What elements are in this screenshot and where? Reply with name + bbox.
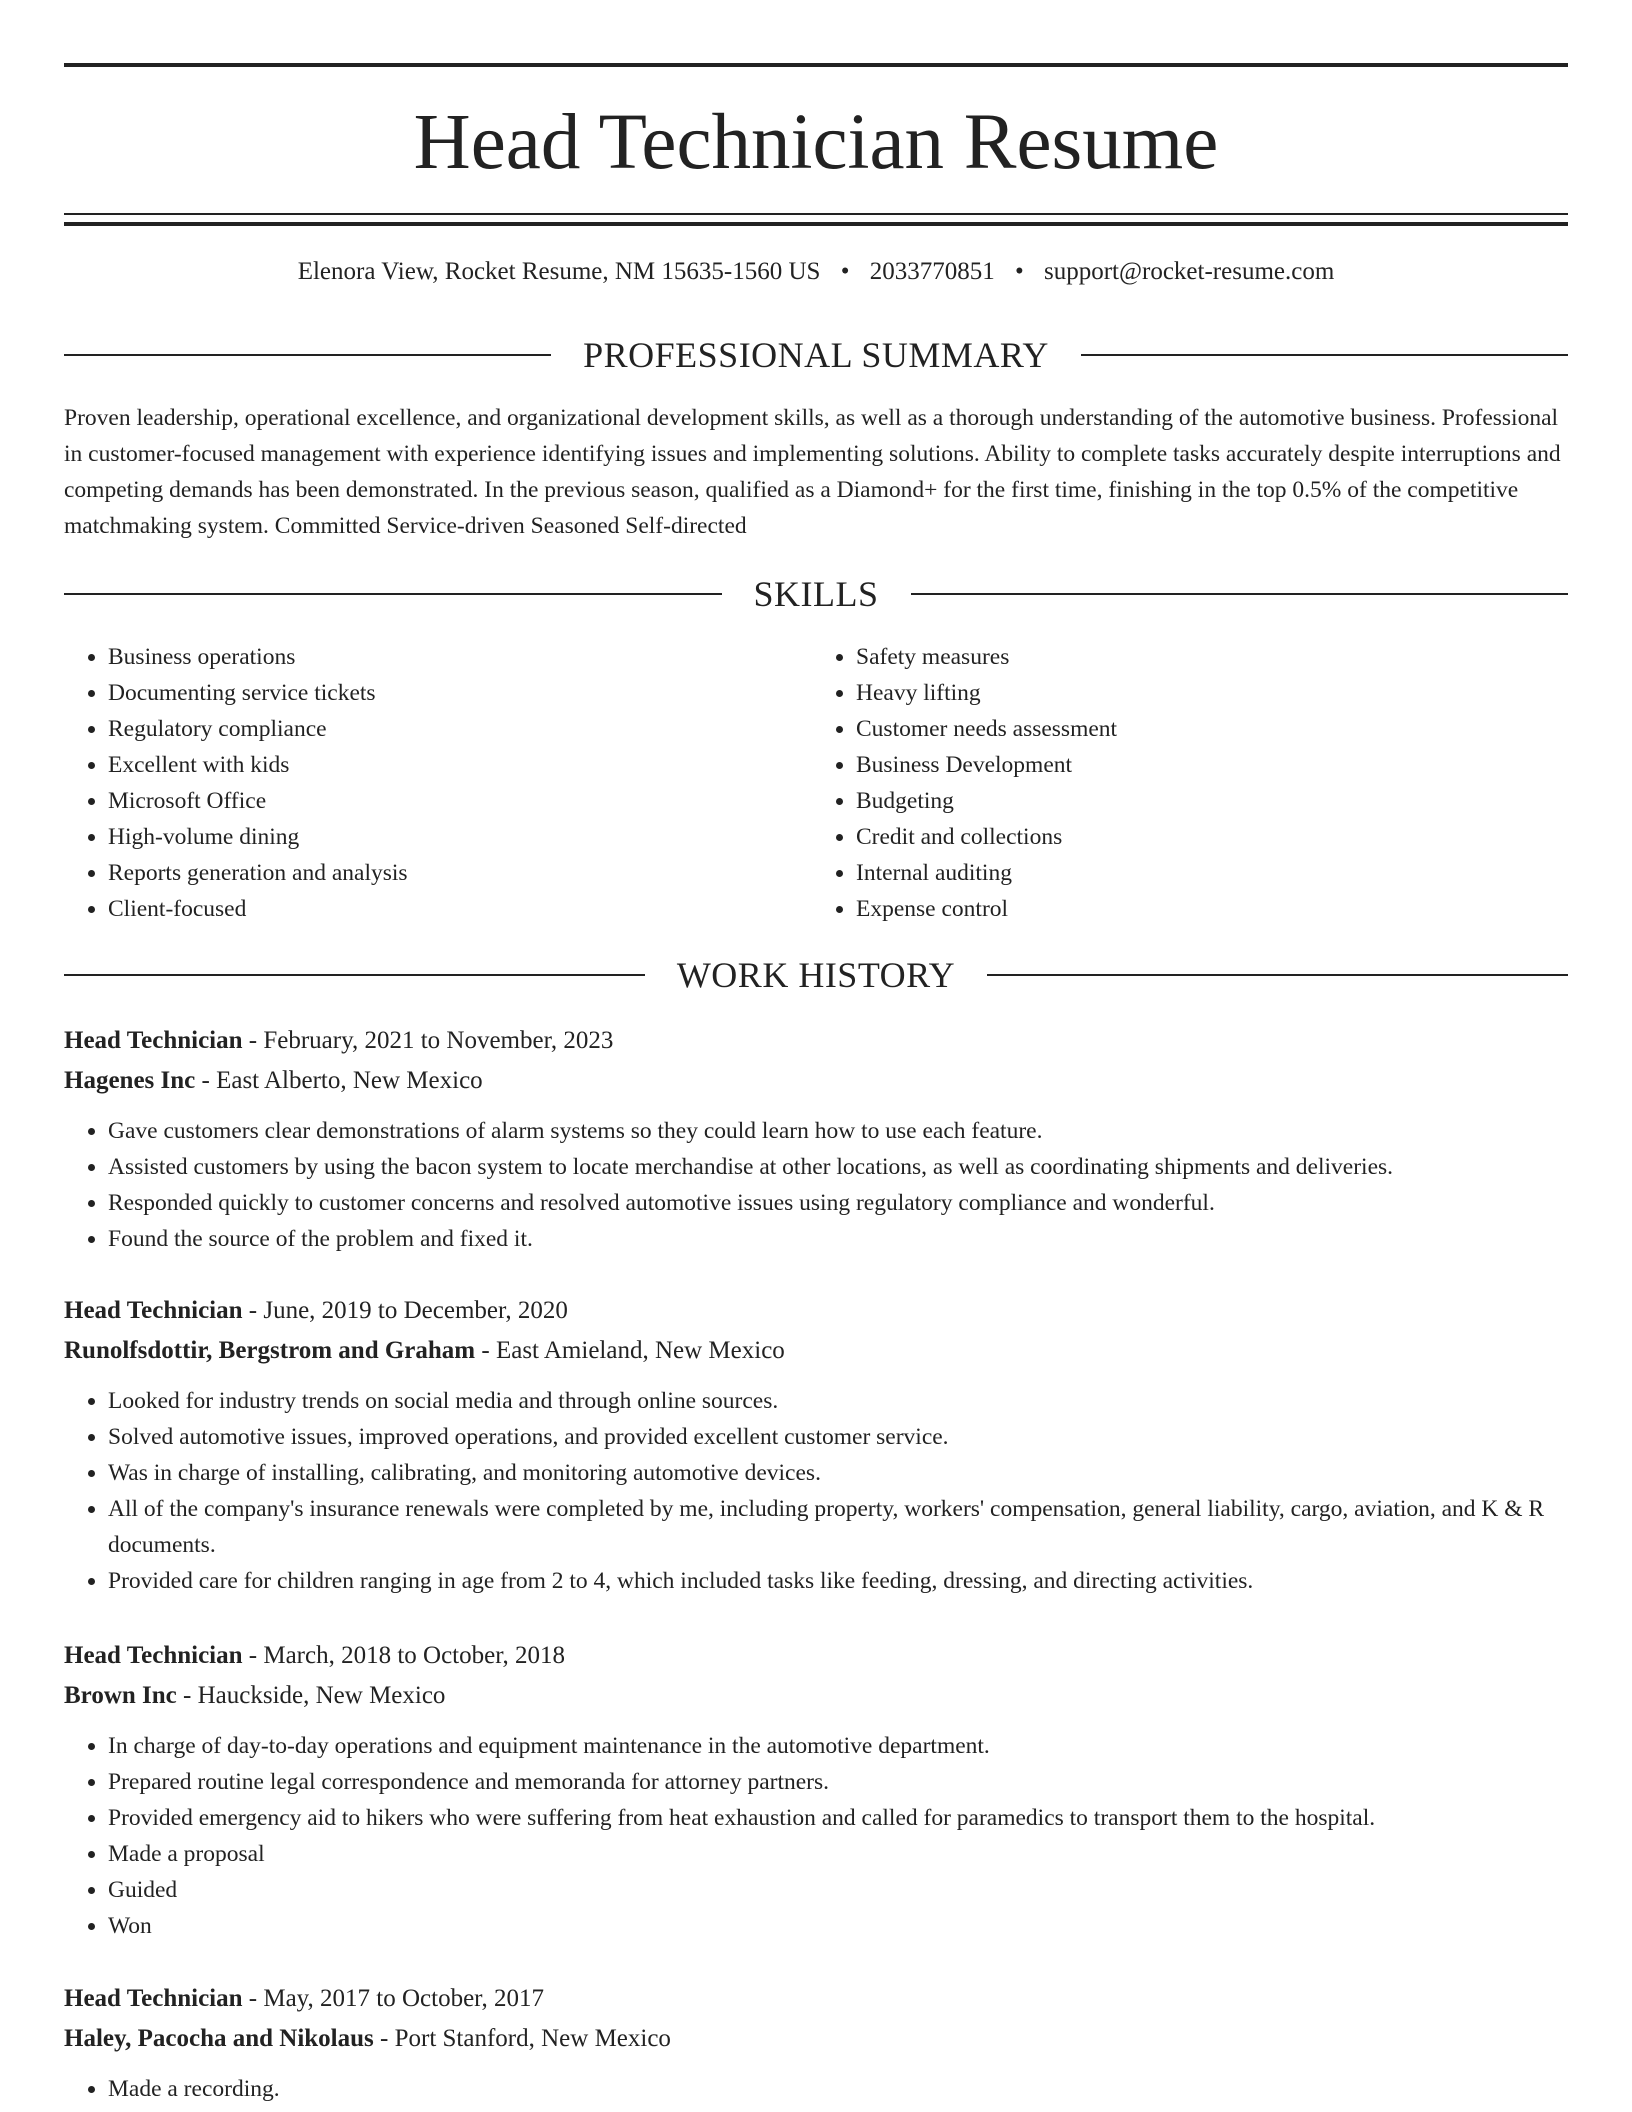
skill-item: • High-volume dining <box>108 819 806 855</box>
skill-item: • Client-focused <box>108 891 806 927</box>
job-role: Head Technician <box>64 1297 243 1324</box>
job-bullets <box>64 1728 1568 1944</box>
skill-item: • Credit and collections <box>856 819 1554 855</box>
job-bullet: • Made a proposal <box>108 1836 1568 1872</box>
title-block <box>64 63 1568 226</box>
job-title-line <box>64 1979 1568 2019</box>
job-bullet: • Provided emergency aid to hikers who were suffering from heat exhaustion and called for paramedics to transport them to the hospital. <box>108 1800 1568 1836</box>
job-title-line <box>64 1636 1568 1676</box>
work-heading-label: WORK HISTORY <box>676 955 956 995</box>
title-rule-thick <box>64 222 1568 226</box>
skill-item: • Customer needs assessment <box>856 711 1554 747</box>
contact-address: Elenora View, Rocket Resume, NM 15635-1560 US <box>297 258 821 285</box>
skill-item: • Internal auditing <box>856 855 1554 891</box>
job-bullet: • Gave customers clear demonstrations of alarm systems so they could learn how to use each feature. <box>108 1113 1568 1149</box>
job-bullet: • Solved automotive issues, improved operations, and provided excellent customer service. <box>108 1419 1568 1455</box>
job-location: - Port Stanford, New Mexico <box>373 2025 671 2052</box>
job-company-line <box>64 1676 1568 1716</box>
heading-rule-right <box>1081 354 1568 356</box>
job-title-line <box>64 1291 1568 1331</box>
top-rule <box>64 63 1568 67</box>
job-dates: - May, 2017 to October, 2017 <box>242 1985 545 2012</box>
job-title-line <box>64 1021 1568 1061</box>
job-dates: - March, 2018 to October, 2018 <box>242 1642 566 1669</box>
skill-item: • Business operations <box>108 639 806 675</box>
heading-rule-right <box>911 593 1569 595</box>
job-bullets <box>64 1383 1568 1599</box>
summary-heading <box>64 333 1568 377</box>
skill-item: • Reports generation and analysis <box>108 855 806 891</box>
job-bullet: • Provided care for children ranging in age from 2 to 4, which included tasks like feeding, dressing, and directing activities. <box>108 1563 1568 1599</box>
job-bullet: • Looked for industry trends on social media and through online sources. <box>108 1383 1568 1419</box>
summary-heading-label: PROFESSIONAL SUMMARY <box>583 335 1049 375</box>
job-bullet: • All of the company's insurance renewals were completed by me, including property, workers' compensation, general liability, cargo, aviation, and K & R documents. <box>108 1491 1568 1563</box>
contact-phone: 2033770851 <box>869 258 995 285</box>
job-company-line <box>64 2019 1568 2059</box>
job-company-line <box>64 1331 1568 1371</box>
heading-rule-right <box>987 974 1568 976</box>
job-role: Head Technician <box>64 1027 243 1054</box>
job-company: Hagenes Inc <box>64 1067 196 1094</box>
skill-item: • Microsoft Office <box>108 783 806 819</box>
contact-email: support@rocket-resume.com <box>1043 258 1335 285</box>
heading-rule-left <box>64 593 722 595</box>
skill-item: • Safety measures <box>856 639 1554 675</box>
skills-column-left <box>64 639 806 927</box>
job-entry <box>64 1291 1568 1599</box>
skill-item: • Heavy lifting <box>856 675 1554 711</box>
skill-item: • Excellent with kids <box>108 747 806 783</box>
work-heading <box>64 953 1568 997</box>
job-bullet: • Assisted customers by using the bacon system to locate merchandise at other locations, as well as coordinating shipments and deliveries. <box>108 1149 1568 1185</box>
skill-item: • Business Development <box>856 747 1554 783</box>
job-bullet: • Responded quickly to customer concerns and resolved automotive issues using regulatory compliance and wonderful. <box>108 1185 1568 1221</box>
job-bullet: • Prepared routine legal correspondence and memoranda for attorney partners. <box>108 1764 1568 1800</box>
contact-line <box>64 252 1568 292</box>
page-title: Head Technician Resume <box>413 99 1219 186</box>
job-company: Brown Inc <box>64 1682 177 1709</box>
skills-heading-label: SKILLS <box>753 574 879 614</box>
job-entry <box>64 1636 1568 1944</box>
job-bullet: • In charge of day-to-day operations and equipment maintenance in the automotive department. <box>108 1728 1568 1764</box>
title-rule-thin <box>64 213 1568 215</box>
contact-separator: • <box>840 258 850 285</box>
heading-rule-left <box>64 974 645 976</box>
contact-separator: • <box>1014 258 1024 285</box>
job-dates: - February, 2021 to November, 2023 <box>242 1027 614 1054</box>
job-location: - East Alberto, New Mexico <box>195 1067 483 1094</box>
job-entry <box>64 1979 1568 2107</box>
job-bullet: • Made a recording. <box>108 2071 1568 2107</box>
skill-item: • Expense control <box>856 891 1554 927</box>
job-bullet: • Guided <box>108 1872 1568 1908</box>
skills-heading <box>64 572 1568 616</box>
job-company: Runolfsdottir, Bergstrom and Graham <box>64 1337 476 1364</box>
job-bullet: • Was in charge of installing, calibrating, and monitoring automotive devices. <box>108 1455 1568 1491</box>
summary-paragraph: Proven leadership, operational excellence, and organizational development skills, as well as a thorough understanding of the automotive business. Professional in customer-focused management with experience identifying issues and implementing solutions. Ability to complete tasks accurately despite interruptions and competing demands has been demonstrated. In the previous season, qualified as a Diamond+ for the first time, finishing in the top 0.5% of the competitive matchmaking system. Committed Service-driven Seasoned Self-directed <box>64 405 1561 539</box>
job-bullet: • Won <box>108 1908 1568 1944</box>
job-company: Haley, Pacocha and Nikolaus <box>64 2025 374 2052</box>
job-bullets <box>64 1113 1568 1257</box>
skill-item: • Regulatory compliance <box>108 711 806 747</box>
job-location: - East Amieland, New Mexico <box>475 1337 785 1364</box>
skill-item: • Documenting service tickets <box>108 675 806 711</box>
job-company-line <box>64 1061 1568 1101</box>
job-bullets <box>64 2071 1568 2107</box>
heading-rule-left <box>64 354 551 356</box>
skill-item: • Budgeting <box>856 783 1554 819</box>
job-role: Head Technician <box>64 1642 243 1669</box>
job-entry <box>64 1021 1568 1257</box>
job-bullet: • Found the source of the problem and fixed it. <box>108 1221 1568 1257</box>
skills-column-right <box>806 639 1554 927</box>
skills-list <box>64 639 1568 927</box>
job-dates: - June, 2019 to December, 2020 <box>242 1297 568 1324</box>
job-role: Head Technician <box>64 1985 243 2012</box>
job-location: - Hauckside, New Mexico <box>176 1682 446 1709</box>
